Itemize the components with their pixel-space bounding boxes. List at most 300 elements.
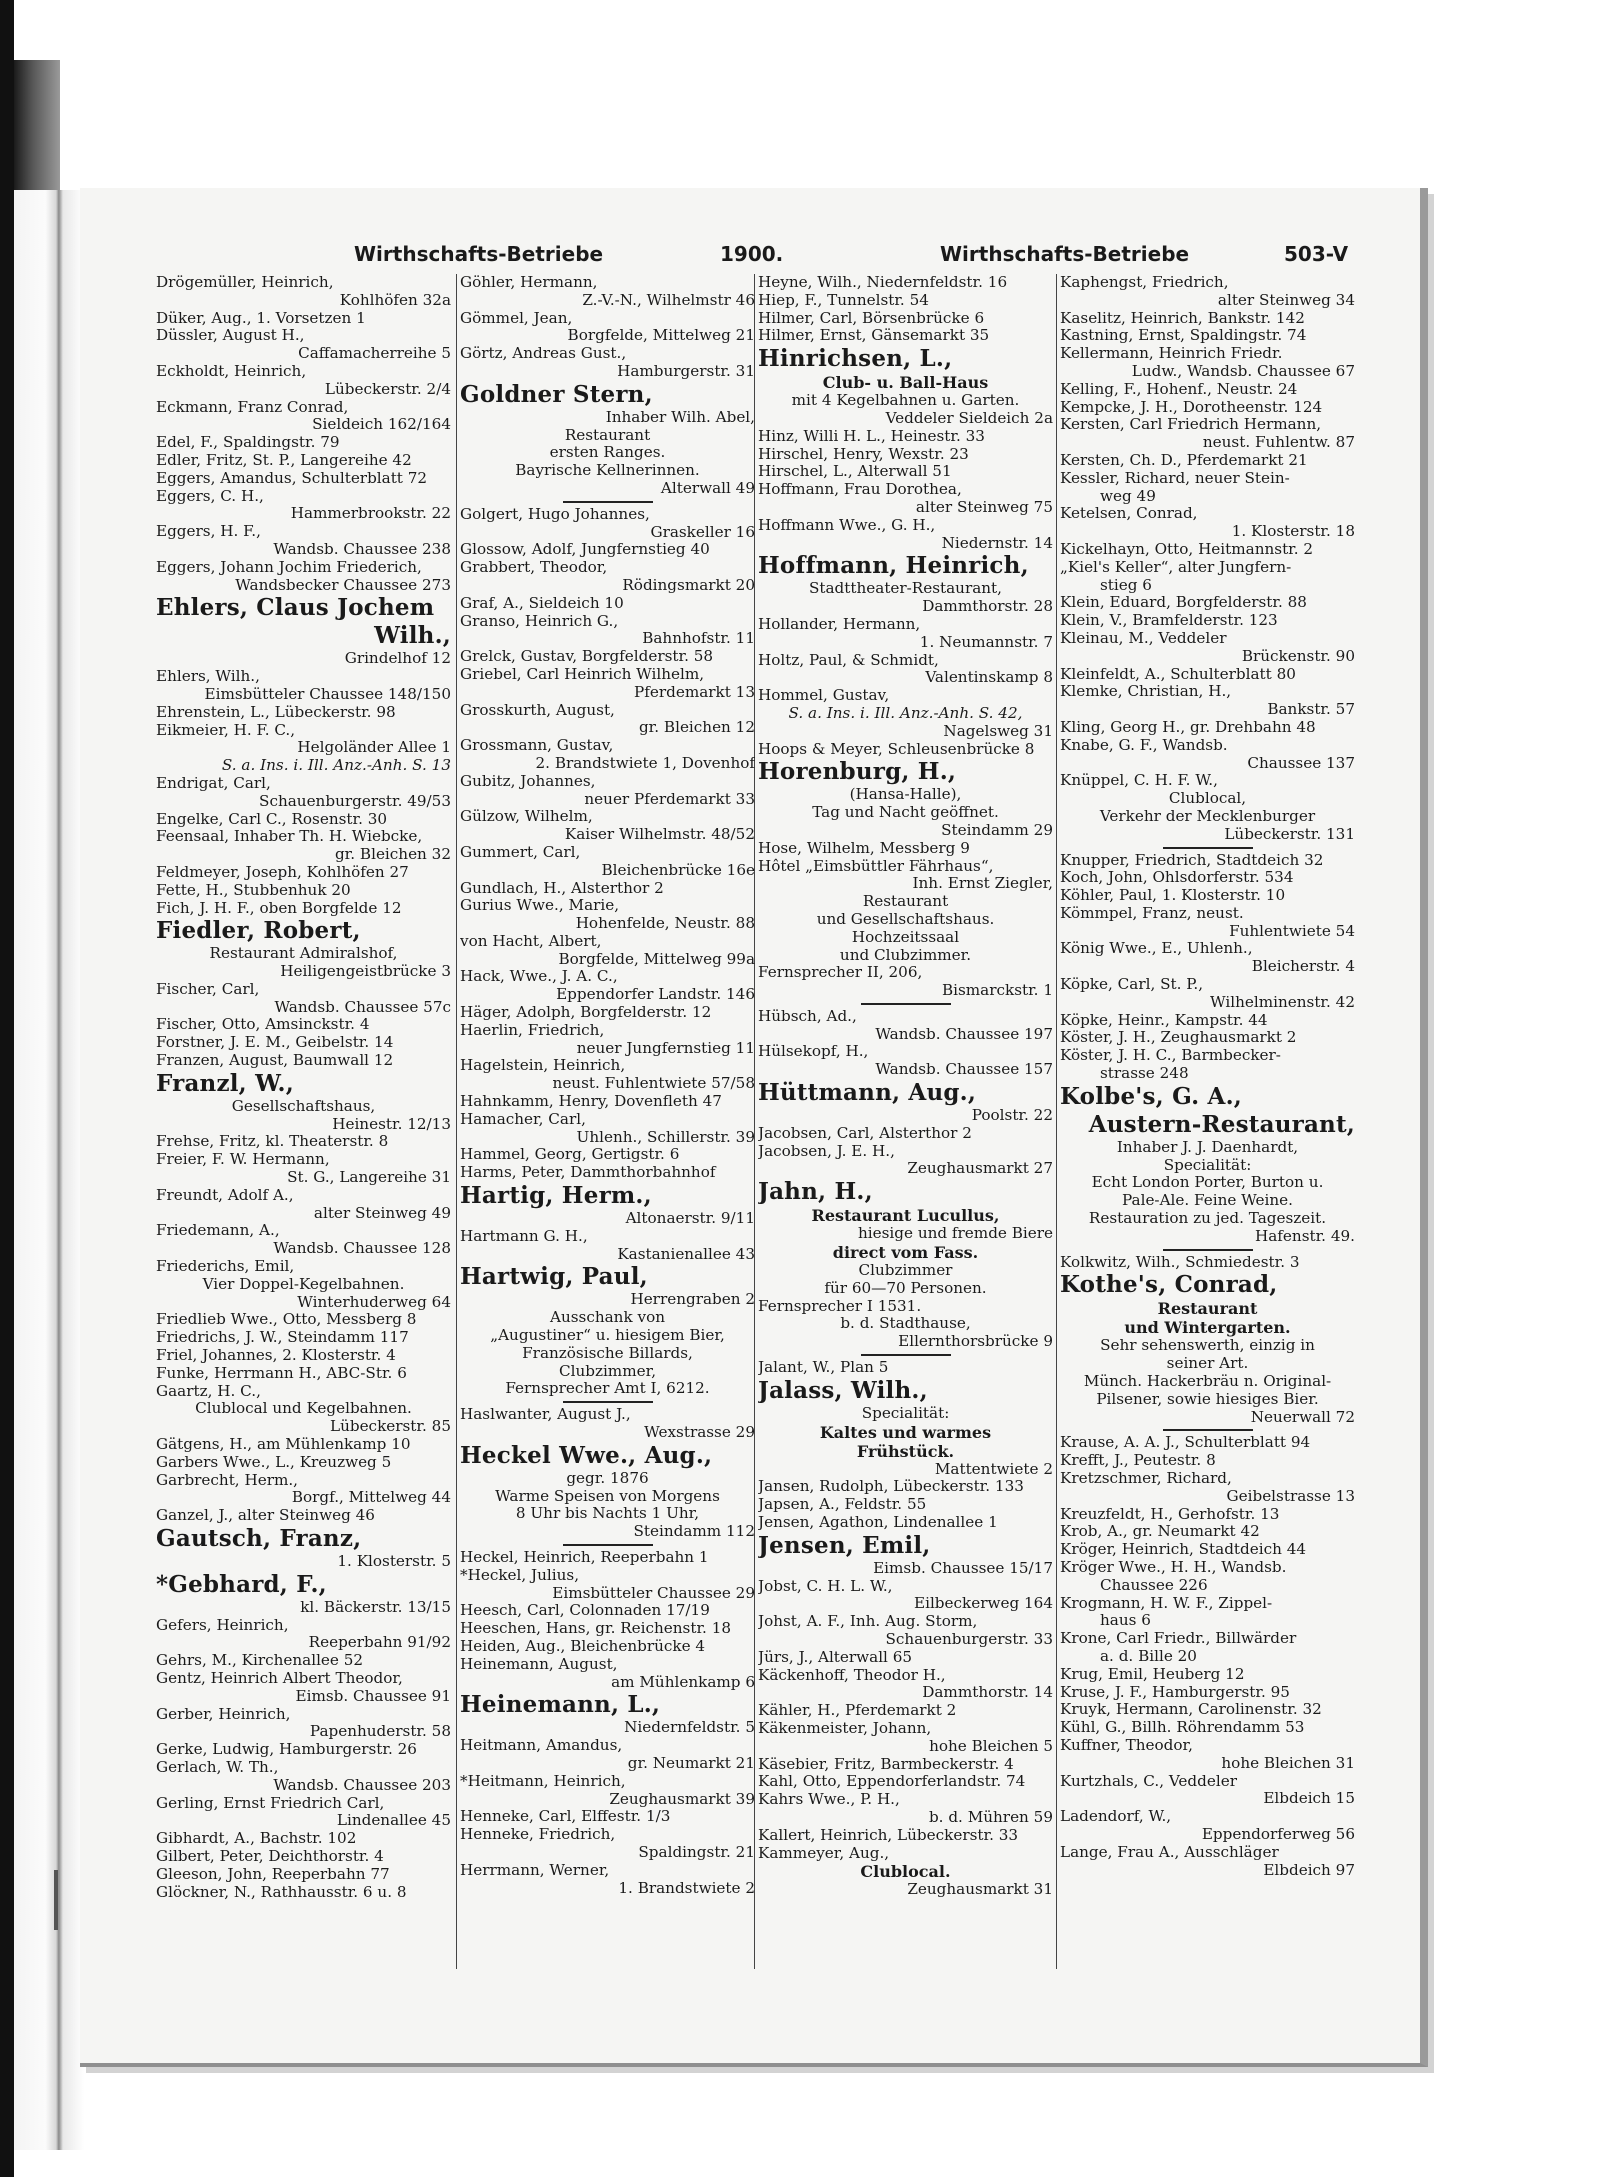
directory-line: Hammel, Georg, Gertigstr. 6: [460, 1146, 680, 1164]
directory-line: „Kiel's Keller“, alter Jungfern-: [1060, 558, 1292, 576]
directory-entry-heading: Hartwig, Paul,: [460, 1263, 648, 1291]
directory-line: Stadttheater-Restaurant,: [809, 580, 1002, 598]
directory-line: Heeschen, Hans, gr. Reichenstr. 18: [460, 1620, 732, 1638]
directory-line: Niedernfeldstr. 5: [624, 1719, 755, 1737]
directory-line: Wandsb. Chaussee 128: [273, 1240, 451, 1258]
directory-line: Bayrische Kellnerinnen.: [515, 462, 700, 480]
directory-line: Mattentwiete 2: [934, 1460, 1053, 1478]
directory-line: Grabbert, Theodor,: [460, 559, 608, 577]
directory-entry-heading: Jalass, Wilh.,: [758, 1376, 928, 1404]
directory-line: Restaurant: [564, 426, 651, 444]
directory-line: Eimsbütteler Chaussee 29: [552, 1584, 755, 1602]
separator-rule: [1163, 1429, 1253, 1431]
directory-line: Kuffner, Theodor,: [1060, 1736, 1193, 1754]
directory-line: Gerling, Ernst Friedrich Carl,: [156, 1794, 385, 1812]
directory-line: Fich, J. H. F., oben Borgfelde 12: [156, 899, 402, 917]
directory-line: Hose, Wilhelm, Messberg 9: [758, 839, 970, 857]
directory-line: Gundlach, H., Alsterthor 2: [460, 879, 664, 897]
directory-line: Schauenburgerstr. 33: [885, 1631, 1053, 1649]
directory-line: Restaurant Admiralshof,: [209, 945, 398, 963]
directory-line: *Heitmann, Heinrich,: [460, 1772, 626, 1790]
directory-line: Krug, Emil, Heuberg 12: [1060, 1665, 1245, 1683]
directory-line: Garbers Wwe., L., Kreuzweg 5: [156, 1453, 392, 1471]
directory-line: Heiligengeistbrücke 3: [280, 963, 451, 981]
directory-line: Lübeckerstr. 131: [1224, 825, 1355, 843]
directory-line: Graf, A., Sieldeich 10: [460, 594, 624, 612]
directory-line: Gaartz, H. C.,: [156, 1382, 261, 1400]
directory-line: Eimsbütteler Chaussee 148/150: [204, 685, 451, 703]
directory-line: neust. Fuhlentwiete 57/58: [552, 1075, 755, 1093]
directory-line: König Wwe., E., Uhlenh.,: [1060, 940, 1253, 958]
directory-line: Clubzimmer: [858, 1262, 953, 1280]
directory-line: Eikmeier, H. F. C.,: [156, 721, 296, 739]
directory-line: Eppendorferweg 56: [1201, 1825, 1355, 1843]
directory-line: Papenhuderstr. 58: [309, 1723, 451, 1741]
directory-line: Altonaerstr. 9/11: [625, 1210, 755, 1228]
directory-line: gr. Bleichen 32: [334, 846, 451, 864]
directory-entry-heading: Jensen, Emil,: [758, 1531, 931, 1559]
scan-binding-shadow: [14, 60, 60, 190]
directory-line: Knüppel, C. H. F. W.,: [1060, 772, 1218, 790]
directory-column-3: [758, 274, 1053, 1899]
advert-emphasis: Restaurant Lucullus,: [811, 1206, 1000, 1226]
directory-line: Bleichenbrücke 16e: [601, 861, 755, 879]
directory-line: Frehse, Fritz, kl. Theaterstr. 8: [156, 1133, 389, 1151]
directory-entry-heading: Kothe's, Conrad,: [1060, 1271, 1278, 1299]
advert-emphasis: und Wintergarten.: [1124, 1318, 1291, 1338]
directory-line: Vier Doppel-Kegelbahnen.: [202, 1275, 405, 1293]
directory-line: Ladendorf, W.,: [1060, 1808, 1172, 1826]
directory-line: Kröger Wwe., H. H., Wandsb.: [1060, 1559, 1287, 1576]
directory-line: b. d. Stadthause,: [840, 1315, 971, 1333]
directory-line: und Clubzimmer.: [839, 946, 972, 964]
directory-line: Niedernstr. 14: [941, 534, 1053, 552]
directory-line: stieg 6: [1100, 576, 1152, 594]
header-year: 1900.: [720, 242, 784, 266]
directory-line: Bleicherstr. 4: [1251, 958, 1355, 976]
directory-line: Kallert, Heinrich, Lübeckerstr. 33: [758, 1826, 1019, 1844]
directory-line: Engelke, Carl C., Rosenstr. 30: [156, 810, 388, 828]
directory-line: Helgoländer Allee 1: [297, 739, 451, 757]
advert-emphasis: Clublocal.: [860, 1862, 951, 1882]
directory-line: Eggers, Johann Jochim Friederich,: [156, 558, 422, 576]
directory-line: St. G., Langereihe 31: [287, 1169, 451, 1187]
directory-line: Hülsekopf, H.,: [758, 1043, 869, 1061]
directory-line: Krause, A. A. J., Schulterblatt 94: [1060, 1434, 1311, 1452]
directory-line: Freier, F. W. Hermann,: [156, 1151, 330, 1169]
directory-line: (Hansa-Halle),: [849, 786, 962, 804]
directory-line: 1. Brandstwiete 2: [618, 1879, 755, 1897]
directory-line: Gurius Wwe., Marie,: [460, 897, 620, 915]
directory-line: Wandsb. Chaussee 197: [875, 1025, 1053, 1043]
directory-line: Veddeler Sieldeich 2a: [885, 409, 1053, 427]
directory-line: Kühl, G., Billh. Röhrendamm 53: [1060, 1719, 1305, 1737]
directory-line: 2. Brandstwiete 1, Dovenhof: [535, 754, 755, 772]
directory-line: Hamacher, Carl,: [460, 1110, 586, 1128]
directory-line: Golgert, Hugo Johannes,: [460, 505, 650, 523]
directory-line: Clublocal,: [1168, 790, 1247, 808]
directory-line: Restaurant: [862, 893, 949, 911]
directory-line: Johst, A. F., Inh. Aug. Storm,: [758, 1613, 978, 1631]
directory-line: „Augustiner“ u. hiesigem Bier,: [490, 1327, 725, 1345]
directory-line: Gubitz, Johannes,: [460, 772, 596, 790]
page-number: 503-V: [1284, 242, 1349, 266]
left-page-mark: [54, 1870, 58, 1930]
directory-line: gr. Neumarkt 21: [627, 1754, 755, 1772]
directory-line: Kröger, Heinrich, Stadtdeich 44: [1060, 1541, 1307, 1559]
directory-column-1: [156, 274, 451, 1901]
directory-line: und Gesellschaftshaus.: [816, 910, 995, 928]
directory-line: b. d. Mühren 59: [928, 1808, 1053, 1826]
directory-line: Wandsbecker Chaussee 273: [235, 576, 451, 594]
directory-line: Friedrichs, J. W., Steindamm 117: [156, 1329, 409, 1347]
directory-entry-heading: Kolbe's, G. A.,: [1060, 1082, 1242, 1110]
directory-line: gegr. 1876: [566, 1469, 649, 1487]
directory-line: Kurtzhals, C., Veddeler: [1060, 1772, 1237, 1790]
directory-line: 1. Klosterstr. 5: [337, 1553, 451, 1570]
directory-line: Clubzimmer,: [558, 1362, 657, 1380]
directory-line: Eimsb. Chaussee 15/17: [873, 1559, 1053, 1577]
directory-line: Tag und Nacht geöffnet.: [812, 804, 999, 822]
directory-line: Dammthorstr. 28: [922, 598, 1053, 616]
directory-line: Elbdeich 15: [1263, 1790, 1355, 1808]
directory-line: Käckenhoff, Theodor H.,: [758, 1666, 946, 1684]
directory-line: Jacobsen, J. E. H.,: [758, 1142, 895, 1160]
directory-line: Hahnkamm, Henry, Dovenfleth 47: [460, 1093, 722, 1111]
directory-line: a. d. Bille 20: [1100, 1647, 1197, 1665]
directory-line: neust. Fuhlentw. 87: [1202, 434, 1355, 452]
directory-line: Kammeyer, Aug.,: [758, 1844, 890, 1862]
directory-line: Wandsb. Chaussee 157: [875, 1061, 1053, 1079]
directory-line: Japsen, A., Feldstr. 55: [758, 1496, 927, 1514]
directory-line: Heesch, Carl, Colonnaden 17/19: [460, 1602, 710, 1620]
directory-line: Forstner, J. E. M., Geibelstr. 14: [156, 1034, 394, 1052]
directory-line: Pilsener, sowie hiesiges Bier.: [1096, 1390, 1319, 1408]
directory-line: Eppendorfer Landstr. 146: [556, 986, 755, 1004]
directory-line: Koch, John, Ohlsdorferstr. 534: [1060, 869, 1294, 887]
directory-line: kl. Bäckerstr. 13/15: [300, 1598, 451, 1616]
directory-line: Reeperbahn 91/92: [308, 1634, 451, 1652]
directory-line: Pferdemarkt 13: [634, 683, 755, 701]
directory-line: Grindelhof 12: [344, 650, 451, 668]
directory-line: Heinestr. 12/13: [332, 1115, 451, 1133]
directory-line: Kruyk, Hermann, Carolinenstr. 32: [1060, 1701, 1322, 1719]
directory-line: Glossow, Adolf, Jungfernstieg 40: [460, 541, 710, 559]
directory-line: Krogmann, H. W. F., Zippel-: [1060, 1594, 1273, 1612]
directory-line: Kruse, J. F., Hamburgerstr. 95: [1060, 1683, 1290, 1701]
directory-line: Köpke, Heinr., Kampstr. 44: [1060, 1011, 1268, 1029]
directory-line: Köhler, Paul, 1. Klosterstr. 10: [1060, 887, 1286, 905]
separator-rule: [1163, 847, 1253, 849]
directory-line: Fernsprecher II, 206,: [758, 964, 923, 982]
directory-line: Fernsprecher I 1531.: [758, 1297, 922, 1315]
directory-line: Rödingsmarkt 20: [622, 576, 755, 594]
directory-line: seiner Art.: [1166, 1355, 1249, 1373]
directory-line: Elbdeich 97: [1263, 1861, 1355, 1879]
directory-line: Dammthorstr. 14: [922, 1684, 1053, 1702]
column-divider: [1056, 274, 1057, 1969]
directory-line: Caffamacherreihe 5: [298, 345, 451, 363]
directory-line: Jobst, C. H. L. W.,: [758, 1577, 893, 1595]
directory-line: Glöckner, N., Rathhausstr. 6 u. 8: [156, 1883, 407, 1901]
directory-line: Haslwanter, August J.,: [460, 1406, 631, 1424]
directory-line: Valentinskamp 8: [925, 669, 1053, 687]
column-divider: [456, 274, 457, 1969]
directory-line: Clublocal und Kegelbahnen.: [195, 1400, 412, 1418]
directory-line: Hafenstr. 49.: [1255, 1227, 1355, 1245]
directory-line: Wexstrasse 29: [644, 1424, 755, 1442]
directory-line: Hiep, F., Tunnelstr. 54: [758, 291, 929, 309]
directory-line: Fischer, Otto, Amsinckstr. 4: [156, 1016, 370, 1034]
directory-line: Neuerwall 72: [1250, 1408, 1355, 1426]
directory-line: Grelck, Gustav, Borgfelderstr. 58: [460, 648, 714, 666]
directory-entry-heading: Gautsch, Franz,: [156, 1525, 362, 1552]
directory-line: Kersten, Carl Friedrich Hermann,: [1060, 416, 1322, 434]
directory-line: Hilmer, Carl, Börsenbrücke 6: [758, 309, 985, 327]
directory-line: Hack, Wwe., J. A. C.,: [460, 968, 618, 986]
directory-line: Hagelstein, Heinrich,: [460, 1057, 626, 1075]
directory-line: Wilhelminenstr. 42: [1210, 993, 1355, 1011]
directory-line: Görtz, Andreas Gust.,: [460, 345, 627, 363]
directory-line: Warme Speisen von Morgens: [495, 1487, 720, 1505]
directory-line: Kleinfeldt, A., Schulterblatt 80: [1060, 665, 1296, 683]
directory-page: [80, 188, 1428, 2067]
directory-line: Kreuzfeldt, H., Gerhofstr. 13: [1060, 1505, 1280, 1523]
directory-line: Hôtel „Eimsbüttler Fährhaus“,: [758, 857, 994, 875]
directory-line: Kömmpel, Franz, neust.: [1060, 904, 1244, 922]
header-left-title: Wirthschafts-Betriebe: [354, 242, 604, 266]
directory-line: Friel, Johannes, 2. Klosterstr. 4: [156, 1347, 396, 1365]
advert-emphasis: direct vom Fass.: [832, 1243, 979, 1263]
directory-line: Ehrenstein, L., Lübeckerstr. 98: [156, 703, 396, 721]
directory-line: Jalant, W., Plan 5: [758, 1359, 889, 1377]
directory-line: Gummert, Carl,: [460, 843, 581, 861]
directory-line: Graskeller 16: [650, 523, 755, 541]
directory-line: Grosskurth, August,: [460, 701, 615, 719]
directory-line: Jansen, Rudolph, Lübeckerstr. 133: [758, 1478, 1024, 1496]
directory-entry-heading: Hinrichsen, L.,: [758, 345, 953, 373]
directory-line: Klein, V., Bramfelderstr. 123: [1060, 612, 1278, 630]
directory-line: Hirschel, L., Alterwall 51: [758, 463, 952, 481]
directory-line: Krone, Carl Friedr., Billwärder: [1060, 1630, 1297, 1648]
directory-line: für 60—70 Personen.: [824, 1279, 987, 1297]
directory-line: Friedlieb Wwe., Otto, Messberg 8: [156, 1311, 417, 1329]
directory-line: Kessler, Richard, neuer Stein-: [1060, 469, 1290, 487]
directory-entry-heading: Hüttmann, Aug.,: [758, 1079, 977, 1107]
separator-rule: [861, 1354, 951, 1356]
directory-entry-heading: Jahn, H.,: [758, 1178, 873, 1206]
directory-line: Herrengraben 2: [630, 1291, 755, 1309]
separator-rule: [861, 1003, 951, 1005]
separator-rule: [563, 501, 653, 503]
advert-emphasis: Club- u. Ball-Haus: [822, 373, 989, 393]
directory-line: Inh. Ernst Ziegler,: [912, 875, 1053, 893]
directory-line: S. a. Ins. i. Ill. Anz.-Anh. S. 42,: [788, 704, 1023, 722]
directory-line: Hammerbrookstr. 22: [290, 505, 451, 523]
directory-line: Sieldeich 162/164: [312, 416, 451, 434]
directory-line: S. a. Ins. i. Ill. Anz.-Anh. S. 13: [221, 757, 451, 775]
directory-line: Gerlach, W. Th.,: [156, 1758, 279, 1776]
directory-line: 8 Uhr bis Nachts 1 Uhr,: [515, 1505, 700, 1523]
directory-line: hiesige und fremde Biere: [858, 1225, 1053, 1243]
directory-line: Henneke, Carl, Elffestr. 1/3: [460, 1808, 671, 1826]
directory-line: Gömmel, Jean,: [460, 309, 573, 327]
directory-line: alter Steinweg 49: [313, 1204, 451, 1222]
directory-line: Nagelsweg 31: [943, 722, 1053, 740]
directory-line: Wandsb. Chaussee 203: [273, 1776, 451, 1794]
directory-line: Käkenmeister, Johann,: [758, 1720, 932, 1737]
directory-line: Bankstr. 57: [1267, 701, 1355, 719]
directory-line: *Heckel, Julius,: [460, 1566, 580, 1584]
directory-line: Edel, F., Spaldingstr. 79: [156, 434, 340, 452]
directory-line: Borgfelde, Mittelweg 21: [567, 327, 755, 345]
directory-line: Kickelhayn, Otto, Heitmannstr. 2: [1060, 540, 1314, 558]
directory-line: Häger, Adolph, Borgfelderstr. 12: [460, 1004, 712, 1022]
directory-line: Hochzeitssaal: [851, 928, 960, 946]
directory-line: Bahnhofstr. 11: [642, 630, 755, 648]
directory-line: Hinz, Willi H. L., Heinestr. 33: [758, 427, 985, 445]
directory-entry-heading: Hartig, Herm.,: [460, 1182, 652, 1210]
directory-line: Französische Billards,: [522, 1344, 693, 1362]
directory-line: Gesellschaftshaus,: [231, 1097, 376, 1115]
directory-line: am Mühlenkamp 6: [611, 1673, 755, 1691]
directory-line: Gleeson, John, Reeperbahn 77: [156, 1865, 390, 1883]
directory-line: Feensaal, Inhaber Th. H. Wiebcke,: [156, 828, 423, 846]
directory-line: alter Steinweg 34: [1217, 291, 1355, 309]
directory-line: Chaussee 137: [1247, 754, 1355, 772]
directory-line: Köpke, Carl, St. P.,: [1060, 976, 1204, 994]
directory-line: Eimsb. Chaussee 91: [295, 1687, 451, 1705]
directory-entry-heading: Ehlers, Claus Jochem: [156, 594, 435, 622]
directory-line: Borgfelde, Mittelweg 99a: [558, 950, 755, 968]
directory-line: Pale-Ale. Feine Weine.: [1122, 1192, 1293, 1210]
directory-line: neuer Jungfernstieg 11: [576, 1039, 755, 1057]
directory-line: Wandsb. Chaussee 238: [273, 540, 451, 558]
directory-line: Kaphengst, Friedrich,: [1060, 274, 1229, 291]
directory-line: Düker, Aug., 1. Vorsetzen 1: [156, 309, 366, 327]
directory-line: Granso, Heinrich G.,: [460, 612, 619, 630]
directory-line: Knupper, Friedrich, Stadtdeich 32: [1060, 851, 1324, 869]
directory-line: Kelling, F., Hohenf., Neustr. 24: [1060, 380, 1298, 398]
directory-line: Hartmann G. H.,: [460, 1227, 588, 1245]
directory-line: Hoops & Meyer, Schleusenbrücke 8: [758, 740, 1035, 758]
directory-line: Borgf., Mittelweg 44: [291, 1489, 451, 1507]
directory-line: Klemke, Christian, H.,: [1060, 683, 1232, 701]
directory-line: Specialität:: [1163, 1156, 1252, 1174]
directory-line: Spaldingstr. 21: [638, 1843, 755, 1861]
directory-line: Köster, J. H. C., Barmbecker-: [1060, 1047, 1281, 1065]
directory-line: Kahl, Otto, Eppendorferlandstr. 74: [758, 1773, 1026, 1791]
directory-line: neuer Pferdemarkt 33: [584, 790, 755, 808]
directory-line: Endrigat, Carl,: [156, 774, 271, 792]
directory-line: Hirschel, Henry, Wexstr. 23: [758, 445, 969, 463]
directory-line: Krefft, J., Peutestr. 8: [1060, 1452, 1216, 1470]
directory-line: Chaussee 226: [1100, 1576, 1208, 1594]
directory-entry-heading: Heckel Wwe., Aug.,: [460, 1441, 713, 1469]
directory-line: mit 4 Kegelbahnen u. Garten.: [791, 392, 1020, 410]
directory-line: Edler, Fritz, St. P., Langereihe 42: [156, 451, 412, 469]
directory-line: Gefers, Heinrich,: [156, 1616, 289, 1634]
directory-line: Heinemann, August,: [460, 1655, 618, 1673]
directory-line: Sehr sehenswerth, einzig in: [1100, 1337, 1315, 1355]
directory-line: Grossmann, Gustav,: [460, 737, 614, 755]
directory-line: Klein, Eduard, Borgfelderstr. 88: [1060, 594, 1307, 612]
directory-line: weg 49: [1100, 487, 1156, 505]
directory-line: Echt London Porter, Burton u.: [1091, 1174, 1324, 1192]
advert-emphasis: Restaurant: [1157, 1299, 1258, 1319]
directory-line: Eilbeckerweg 164: [914, 1595, 1053, 1613]
directory-line: Gehrs, M., Kirchenallee 52: [156, 1652, 364, 1670]
directory-line: Lübeckerstr. 2/4: [324, 380, 451, 398]
directory-line: Knabe, G. F., Wandsb.: [1060, 736, 1228, 754]
directory-line: Kling, Georg H., gr. Drehbahn 48: [1060, 718, 1316, 736]
directory-line: ersten Ranges.: [549, 444, 666, 462]
directory-entry-heading: *Gebhard, F.,: [156, 1570, 327, 1598]
directory-line: Gerber, Heinrich,: [156, 1705, 291, 1723]
directory-line: Kersten, Ch. D., Pferdemarkt 21: [1060, 451, 1308, 469]
directory-entry-heading: Franzl, W.,: [156, 1069, 294, 1097]
directory-line: Ehlers, Wilh.,: [156, 668, 260, 686]
directory-line: Ausschank von: [550, 1309, 665, 1327]
directory-column-4: [1060, 274, 1355, 1879]
directory-line: Ludw., Wandsb. Chaussee 67: [1131, 362, 1355, 380]
directory-line: Fischer, Carl,: [156, 980, 260, 998]
directory-line: Poolstr. 22: [971, 1107, 1053, 1125]
directory-line: Hommel, Gustav,: [758, 687, 890, 705]
directory-line: Gibhardt, A., Bachstr. 102: [156, 1830, 357, 1848]
directory-line: hohe Bleichen 5: [929, 1737, 1053, 1755]
directory-line: gr. Bleichen 12: [638, 719, 755, 737]
advert-emphasis: Kaltes und warmes: [819, 1422, 992, 1442]
directory-entry-heading: Fiedler, Robert,: [156, 917, 361, 945]
directory-line: Verkehr der Mecklenburger: [1099, 807, 1316, 825]
directory-line: Feldmeyer, Joseph, Kohlhöfen 27: [156, 863, 409, 881]
directory-line: Eckholdt, Heinrich,: [156, 362, 307, 380]
directory-entry-heading: Heinemann, L.,: [460, 1691, 661, 1719]
header-right-title: Wirthschafts-Betriebe: [940, 242, 1190, 266]
directory-line: Heyne, Wilh., Niedernfeldstr. 16: [758, 274, 1008, 291]
directory-line: Schauenburgerstr. 49/53: [259, 792, 451, 810]
directory-line: Eggers, H. F.,: [156, 523, 261, 541]
directory-entry-heading: Austern-Restaurant,: [1088, 1110, 1355, 1138]
directory-line: haus 6: [1100, 1612, 1151, 1630]
directory-line: Hübsch, Ad.,: [758, 1007, 857, 1025]
directory-line: Fernsprecher Amt I, 6212.: [505, 1380, 710, 1398]
separator-rule: [563, 1544, 653, 1546]
directory-line: Uhlenh., Schillerstr. 39: [576, 1128, 755, 1146]
directory-line: von Hacht, Albert,: [460, 932, 602, 950]
directory-line: Geibelstrasse 13: [1226, 1487, 1355, 1505]
directory-line: Kaiser Wilhelmstr. 48/52: [564, 826, 755, 844]
directory-line: Eggers, Amandus, Schulterblatt 72: [156, 469, 428, 487]
directory-line: Garbrecht, Herm.,: [156, 1471, 299, 1489]
directory-line: Henneke, Friedrich,: [460, 1826, 616, 1844]
directory-line: Lindenallee 45: [336, 1812, 451, 1830]
directory-line: Zeughausmarkt 27: [907, 1160, 1053, 1178]
directory-line: Kolkwitz, Wilh., Schmiedestr. 3: [1060, 1253, 1300, 1271]
directory-line: Käsebier, Fritz, Barmbeckerstr. 4: [758, 1755, 1014, 1773]
separator-rule: [1163, 1249, 1253, 1251]
directory-line: Herrmann, Werner,: [460, 1861, 610, 1879]
directory-line: Funke, Herrmann H., ABC-Str. 6: [156, 1364, 407, 1382]
directory-line: Drögemüller, Heinrich,: [156, 274, 334, 291]
directory-entry-heading: Horenburg, H.,: [758, 758, 957, 786]
directory-line: Haerlin, Friedrich,: [460, 1021, 605, 1039]
directory-line: Steindamm 29: [941, 821, 1053, 839]
directory-line: Gülzow, Wilhelm,: [460, 808, 593, 826]
directory-line: Zeughausmarkt 39: [609, 1790, 755, 1808]
directory-line: Gerke, Ludwig, Hamburgerstr. 26: [156, 1741, 417, 1759]
